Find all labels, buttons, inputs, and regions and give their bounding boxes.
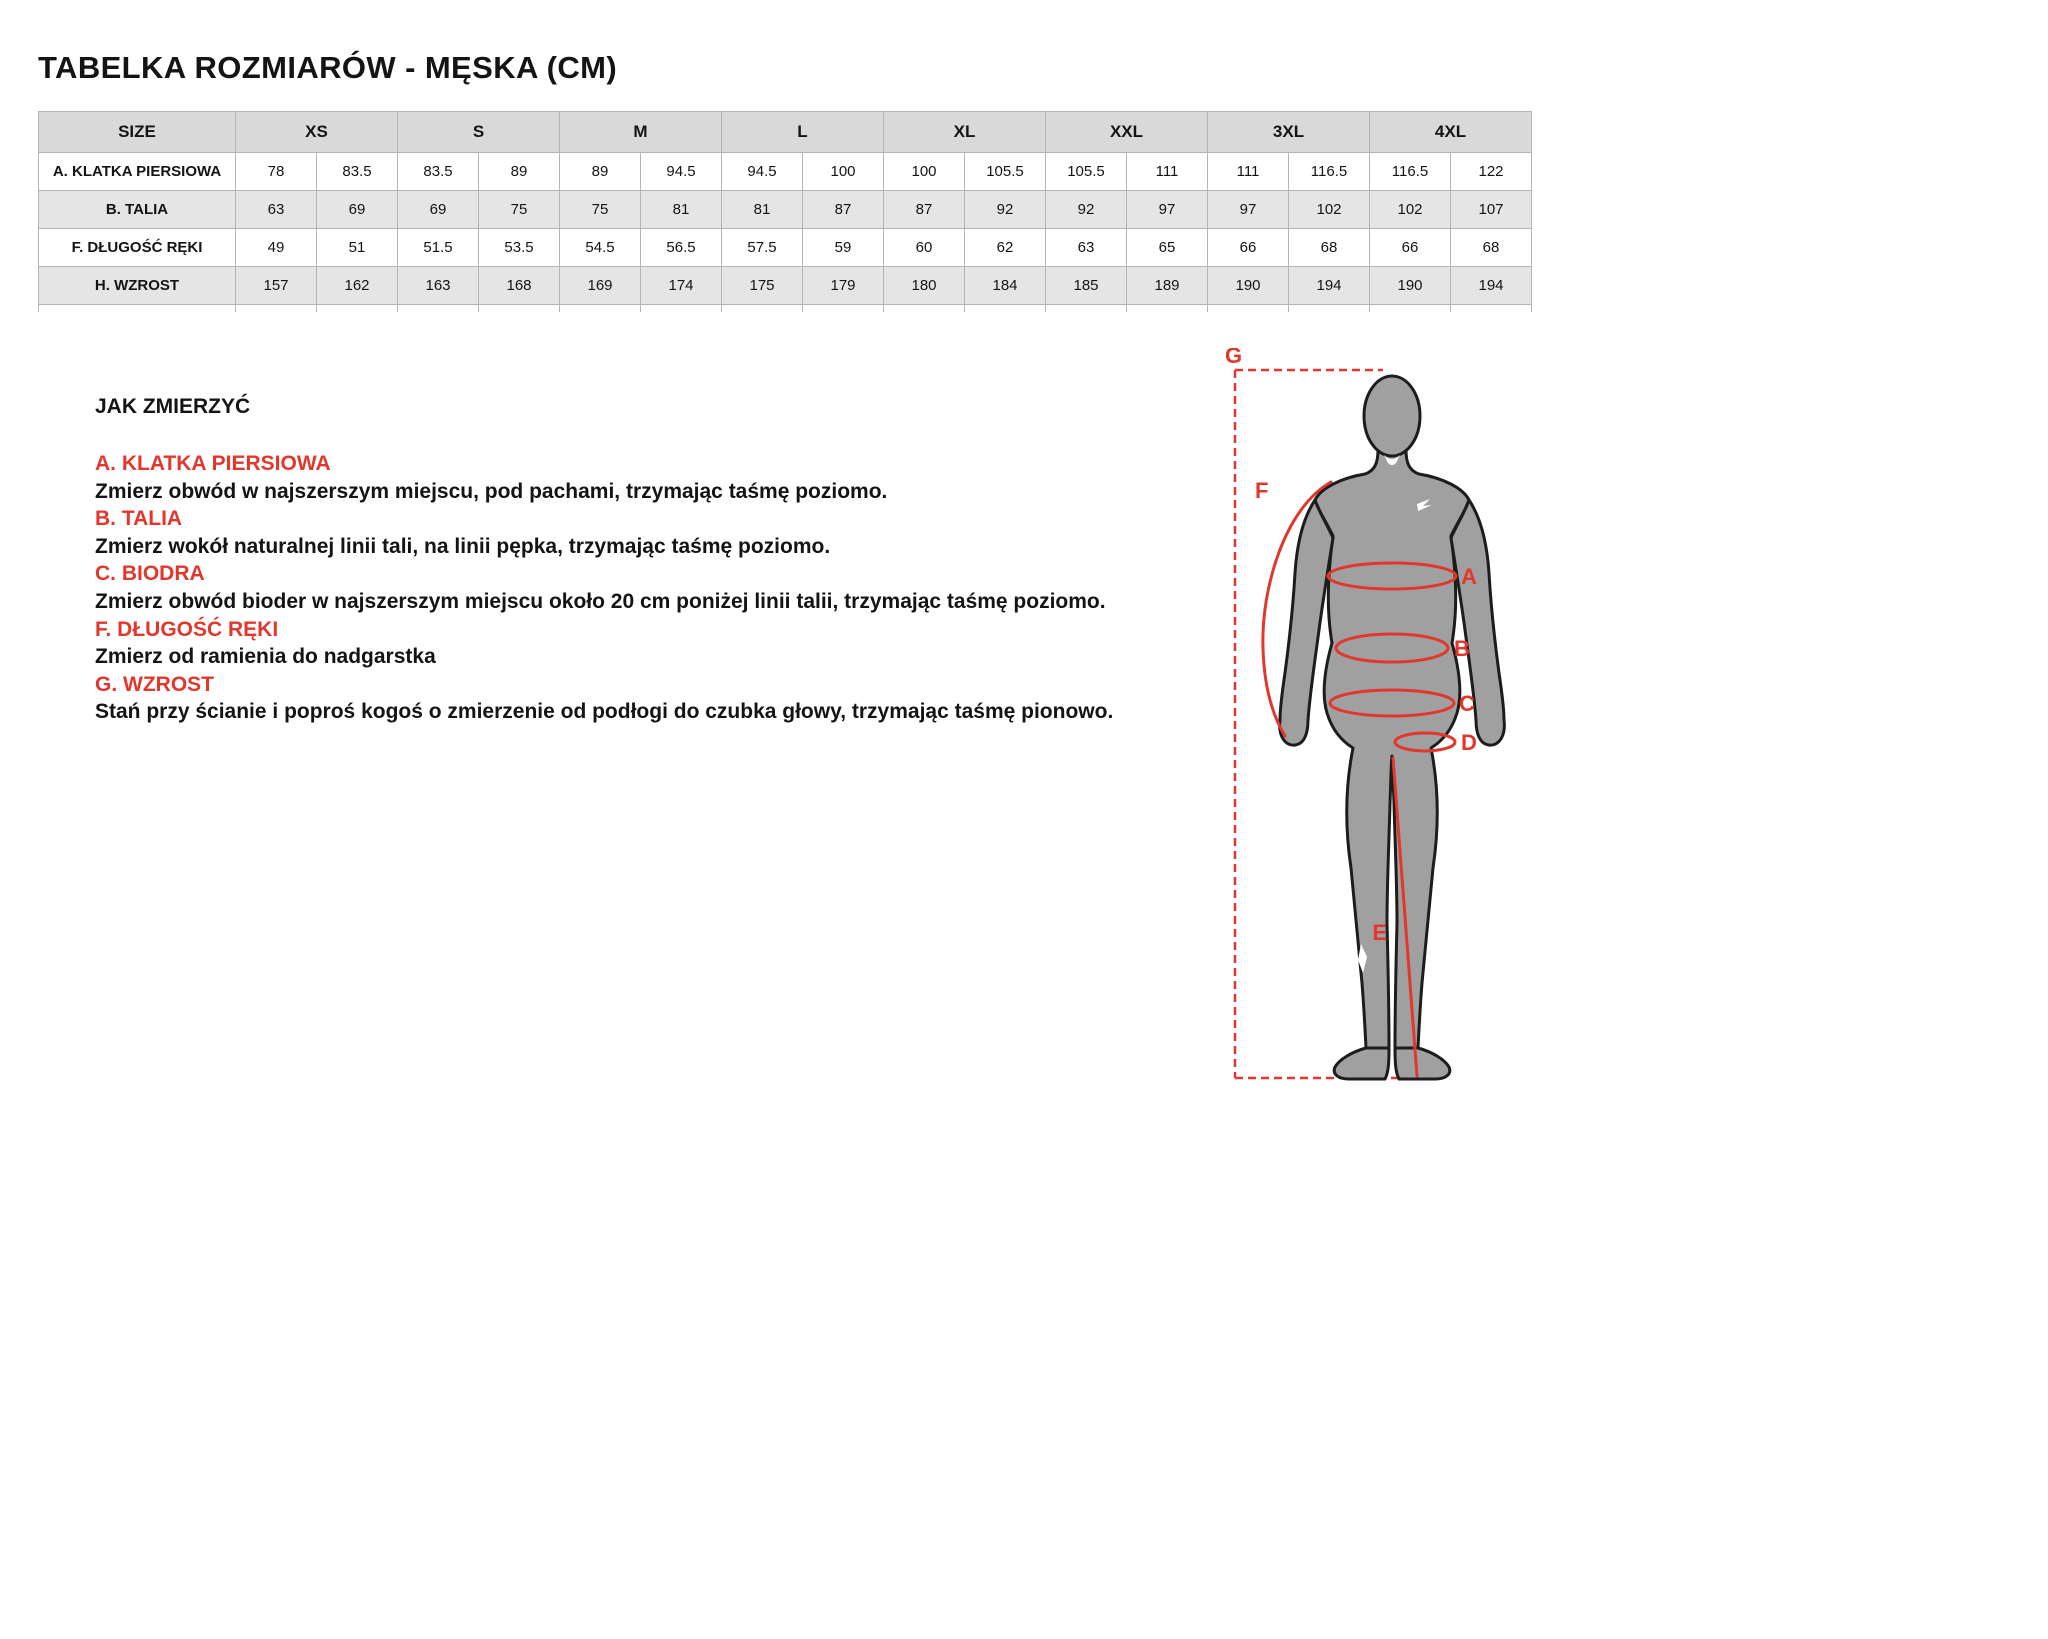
- size-value: 51.5: [398, 229, 479, 267]
- cropped-row: [39, 305, 1532, 312]
- height-label: G: [1225, 348, 1243, 368]
- cropped-cell: [884, 305, 965, 312]
- measure-item-text: Zmierz od ramienia do nadgarstka: [95, 645, 436, 669]
- cropped-cell: [641, 305, 722, 312]
- size-value: 62: [965, 229, 1046, 267]
- size-table-head: [39, 112, 1532, 153]
- size-value: 189: [1127, 267, 1208, 305]
- measure-item-label: F. DŁUGOŚĆ RĘKI: [95, 617, 279, 641]
- size-value: 60: [884, 229, 965, 267]
- table-row: [39, 153, 1532, 191]
- size-value: 122: [1451, 153, 1532, 191]
- size-value: 194: [1451, 267, 1532, 305]
- size-value: 100: [884, 153, 965, 191]
- cropped-cell: [560, 305, 641, 312]
- size-value: 179: [803, 267, 884, 305]
- size-value: 66: [1370, 229, 1451, 267]
- size-value: 68: [1289, 229, 1370, 267]
- size-value: 89: [560, 153, 641, 191]
- cropped-cell: [965, 305, 1046, 312]
- cropped-cell: [317, 305, 398, 312]
- table-row: [39, 267, 1532, 305]
- size-value: 102: [1370, 191, 1451, 229]
- size-value: 92: [965, 191, 1046, 229]
- size-value: 87: [884, 191, 965, 229]
- size-value: 105.5: [1046, 153, 1127, 191]
- cropped-cell: [722, 305, 803, 312]
- size-value: 56.5: [641, 229, 722, 267]
- size-column-header: SIZE: [39, 112, 236, 153]
- size-value: 94.5: [641, 153, 722, 191]
- inseam-label: E: [1372, 920, 1387, 945]
- size-value: 65: [1127, 229, 1208, 267]
- size-value: 185: [1046, 267, 1127, 305]
- size-value: 169: [560, 267, 641, 305]
- size-value: 105.5: [965, 153, 1046, 191]
- row-label: B. TALIA: [39, 191, 236, 229]
- size-value: 83.5: [317, 153, 398, 191]
- measure-item-text: Zmierz wokół naturalnej linii tali, na linii pępka, trzymając taśmę poziomo.: [95, 534, 831, 558]
- size-value: 107: [1451, 191, 1532, 229]
- measure-item-label: C. BIODRA: [95, 562, 205, 586]
- size-value: 83.5: [398, 153, 479, 191]
- hips-label: C: [1459, 691, 1475, 716]
- size-value: 194: [1289, 267, 1370, 305]
- size-header-l: L: [722, 112, 884, 153]
- size-value: 102: [1289, 191, 1370, 229]
- left-foot: [1334, 1048, 1389, 1079]
- table-row: [39, 229, 1532, 267]
- size-value: 68: [1451, 229, 1532, 267]
- measure-item-text: Stań przy ścianie i poproś kogoś o zmierzenie od podłogi do czubka głowy, trzymając taśmę pionowo.: [95, 700, 1114, 724]
- size-value: 63: [236, 191, 317, 229]
- cropped-cell: [236, 305, 317, 312]
- size-value: 180: [884, 267, 965, 305]
- how-to-measure-heading: JAK ZMIERZYĆ: [95, 395, 251, 418]
- measure-item-text: Zmierz obwód w najszerszym miejscu, pod pachami, trzymając taśmę poziomo.: [95, 479, 888, 503]
- measure-item-text: Zmierz obwód bioder w najszerszym miejscu około 20 cm poniżej linii talii, trzymając taśmę poziomo.: [95, 589, 1106, 613]
- size-value: 54.5: [560, 229, 641, 267]
- measure-item-label: A. KLATKA PIERSIOWA: [95, 452, 331, 475]
- size-value: 49: [236, 229, 317, 267]
- row-label: A. KLATKA PIERSIOWA: [39, 153, 236, 191]
- body-silhouette: [1280, 376, 1505, 1079]
- size-value: 97: [1127, 191, 1208, 229]
- size-value: 162: [317, 267, 398, 305]
- size-value: 51: [317, 229, 398, 267]
- size-table: [38, 111, 1532, 312]
- cropped-cell: [1208, 305, 1289, 312]
- size-value: 89: [479, 153, 560, 191]
- row-label: H. WZROST: [39, 267, 236, 305]
- size-value: 63: [1046, 229, 1127, 267]
- size-value: 59: [803, 229, 884, 267]
- waist-label: B: [1454, 636, 1470, 661]
- size-value: 190: [1370, 267, 1451, 305]
- size-header-4xl: 4XL: [1370, 112, 1532, 153]
- how-to-measure-section: [95, 450, 1295, 726]
- size-value: 81: [722, 191, 803, 229]
- cropped-cell: [1370, 305, 1451, 312]
- size-value: 163: [398, 267, 479, 305]
- size-value: 81: [641, 191, 722, 229]
- size-header-3xl: 3XL: [1208, 112, 1370, 153]
- size-value: 94.5: [722, 153, 803, 191]
- size-value: 53.5: [479, 229, 560, 267]
- size-header-xxl: XXL: [1046, 112, 1208, 153]
- size-header-s: S: [398, 112, 560, 153]
- cropped-cell: [1127, 305, 1208, 312]
- size-header-m: M: [560, 112, 722, 153]
- cropped-cell: [1451, 305, 1532, 312]
- measurement-figure: [1215, 348, 1535, 1088]
- row-label: F. DŁUGOŚĆ RĘKI: [39, 229, 236, 267]
- size-value: 184: [965, 267, 1046, 305]
- size-value: 111: [1127, 153, 1208, 191]
- size-value: 175: [722, 267, 803, 305]
- thigh-label: D: [1461, 730, 1477, 755]
- size-header-xl: XL: [884, 112, 1046, 153]
- size-table-header-row: [39, 112, 1532, 153]
- size-value: 174: [641, 267, 722, 305]
- cropped-cell: [39, 305, 236, 312]
- size-value: 157: [236, 267, 317, 305]
- cropped-cell: [1289, 305, 1370, 312]
- size-value: 92: [1046, 191, 1127, 229]
- cropped-cell: [1046, 305, 1127, 312]
- size-value: 78: [236, 153, 317, 191]
- size-header-xs: XS: [236, 112, 398, 153]
- size-value: 57.5: [722, 229, 803, 267]
- size-value: 75: [560, 191, 641, 229]
- head: [1364, 376, 1420, 456]
- size-value: 190: [1208, 267, 1289, 305]
- size-value: 87: [803, 191, 884, 229]
- size-value: 111: [1208, 153, 1289, 191]
- size-value: 97: [1208, 191, 1289, 229]
- table-row: [39, 191, 1532, 229]
- measurement-figure-area: [1215, 348, 1535, 1088]
- measure-item-label: G. WZROST: [95, 672, 214, 696]
- cropped-cell: [398, 305, 479, 312]
- arm-label: F: [1255, 478, 1269, 503]
- measure-item-label: B. TALIA: [95, 507, 183, 531]
- page-title: TABELKA ROZMIARÓW - MĘSKA (CM): [38, 50, 618, 85]
- size-value: 116.5: [1370, 153, 1451, 191]
- cropped-cell: [479, 305, 560, 312]
- size-value: 69: [398, 191, 479, 229]
- right-foot: [1395, 1048, 1450, 1079]
- cropped-cell: [803, 305, 884, 312]
- size-value: 100: [803, 153, 884, 191]
- size-value: 116.5: [1289, 153, 1370, 191]
- size-value: 69: [317, 191, 398, 229]
- size-value: 66: [1208, 229, 1289, 267]
- size-table-body: [39, 153, 1532, 312]
- size-value: 75: [479, 191, 560, 229]
- size-value: 168: [479, 267, 560, 305]
- chest-label: A: [1461, 564, 1477, 589]
